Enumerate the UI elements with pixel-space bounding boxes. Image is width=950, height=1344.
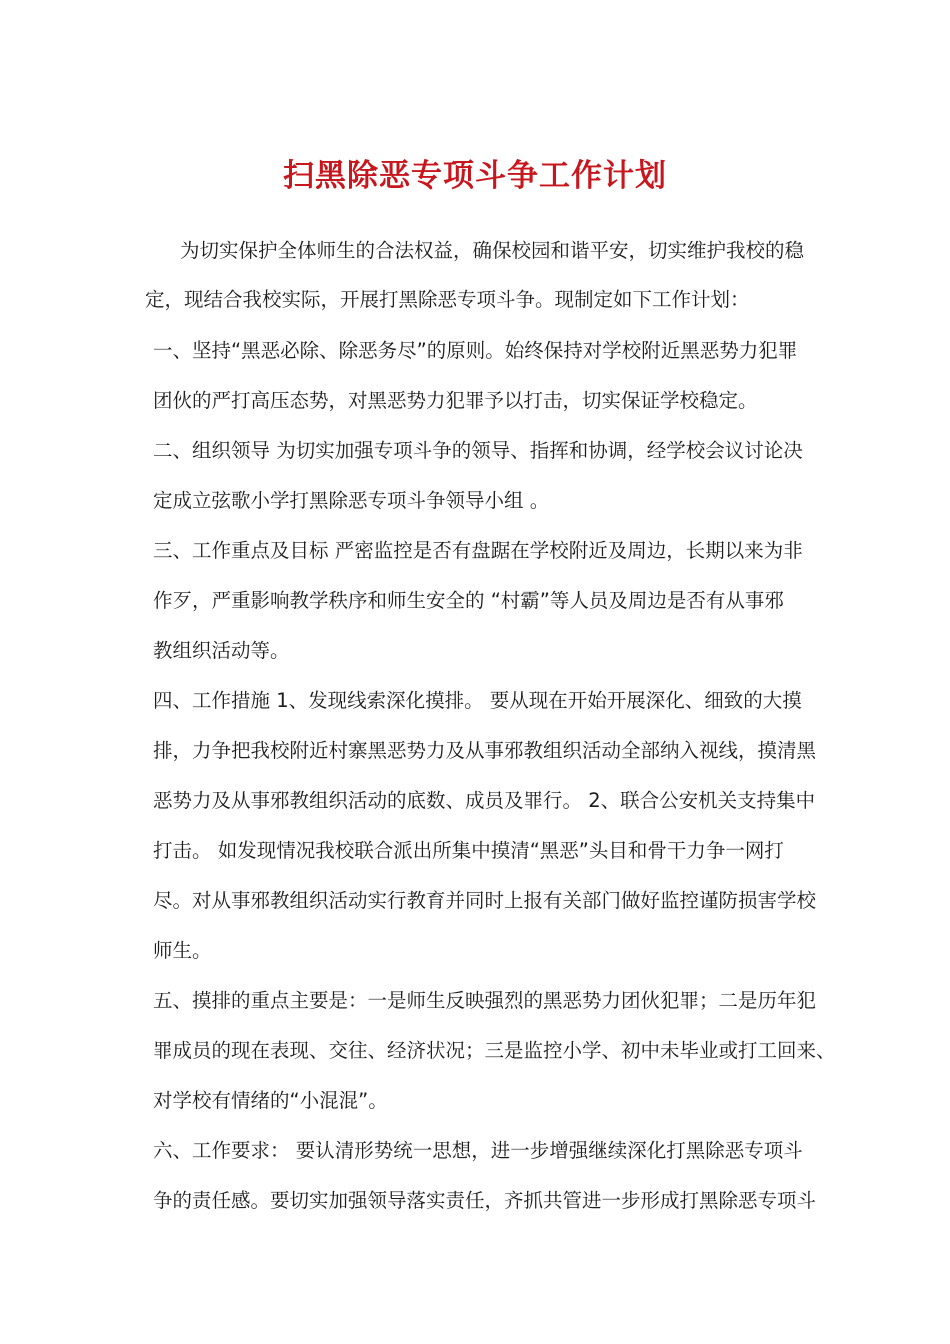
paragraph-line: 定成立弦歌小学打黑除恶专项斗争领导小组 。 [153,489,550,512]
paragraph-line: 团伙的严打高压态势，对黑恶势力犯罪予以打击，切实保证学校稳定。 [153,389,758,412]
paragraph-line: 争的责任感。要切实加强领导落实责任，齐抓共管进一步形成打黑除恶专项斗 [153,1189,817,1212]
paragraph-line: 师生。 [153,939,212,962]
paragraph-line: 为切实保护全体师生的合法权益，确保校园和谐平安，切实维护我校的稳 [180,239,805,262]
paragraph-line: 定，现结合我校实际，开展打黑除恶专项斗争。现制定如下工作计划： [145,288,750,311]
paragraph-line: 教组织活动等。 [153,639,290,662]
paragraph-line: 打击。 如发现情况我校联合派出所集中摸清“黑恶”头目和骨干力争一网打 [153,839,784,862]
paragraph-line: 恶势力及从事邪教组织活动的底数、成员及罪行。 2、联合公安机关支持集中 [153,789,816,812]
paragraph-line: 四、工作措施 1、发现线索深化摸排。 要从现在开始开展深化、细致的大摸 [153,689,802,712]
paragraph-line: 三、工作重点及目标 严密监控是否有盘踞在学校附近及周边，长期以来为非 [153,539,803,562]
paragraph-line: 排，力争把我校附近村寨黑恶势力及从事邪教组织活动全部纳入视线，摸清黑 [153,739,817,762]
paragraph-line: 五、摸排的重点主要是：一是师生反映强烈的黑恶势力团伙犯罪；二是历年犯 [153,989,817,1012]
paragraph-line: 二、组织领导 为切实加强专项斗争的领导、指挥和协调，经学校会议讨论决 [153,439,803,462]
paragraph-line: 作歹，严重影响教学秩序和师生安全的 “村霸”等人员及周边是否有从事邪 [153,589,784,612]
paragraph-line: 一、坚持“黑恶必除、除恶务尽”的原则。始终保持对学校附近黑恶势力犯罪 [153,339,798,362]
paragraph-line: 罪成员的现在表现、交往、经济状况；三是监控小学、初中未毕业或打工回来、 [153,1039,836,1062]
paragraph-line: 六、工作要求： 要认清形势统一思想，进一步增强继续深化打黑除恶专项斗 [153,1139,803,1162]
document-title: 扫黑除恶专项斗争工作计划 [283,158,667,194]
paragraph-line: 尽。对从事邪教组织活动实行教育并同时上报有关部门做好监控谨防损害学校 [153,889,817,912]
paragraph-line: 对学校有情绪的“小混混”。 [153,1089,388,1112]
